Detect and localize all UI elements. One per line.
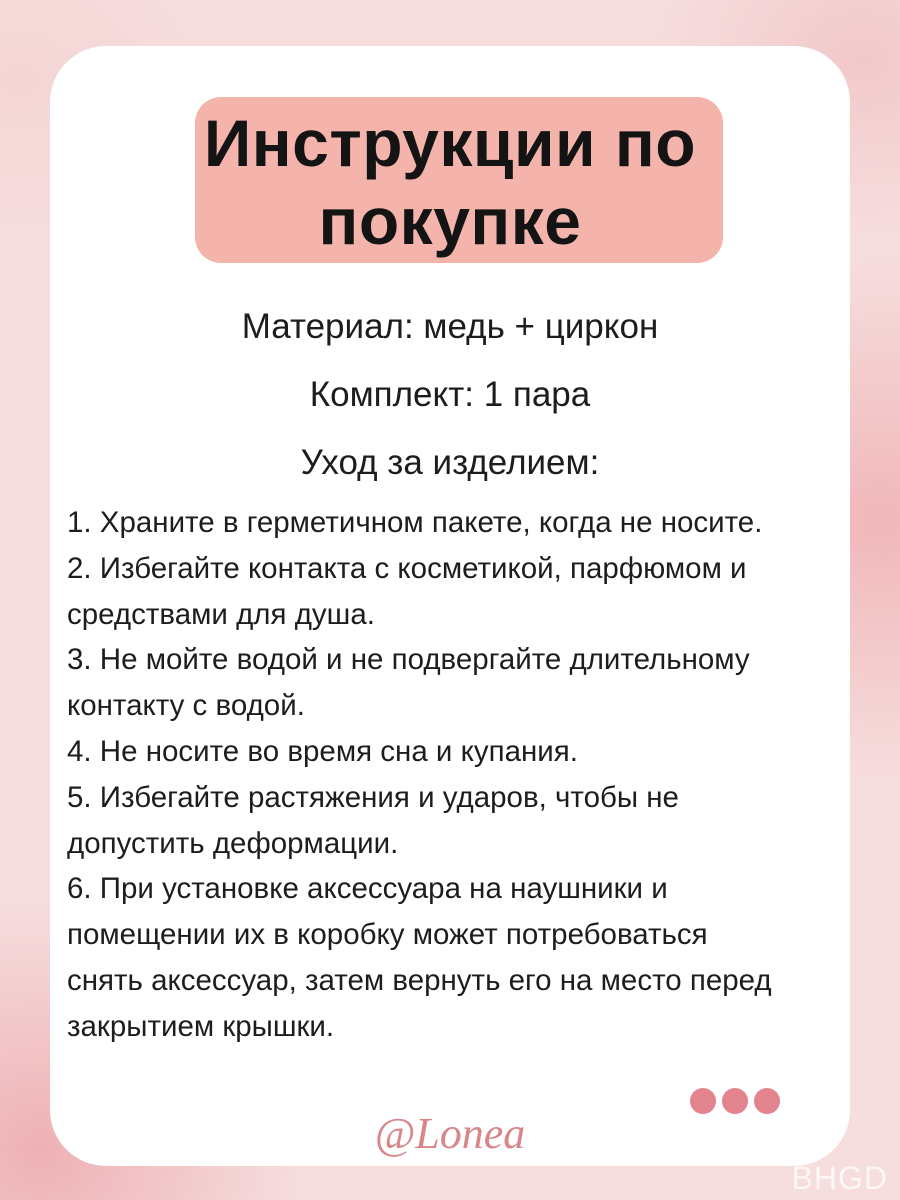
care-line: снять аксессуар, затем вернуть его на место перед [67,963,772,997]
watermark: BHGD [791,1160,888,1196]
care-line: контакту с водой. [67,689,305,723]
care-line: 3. Не мойте водой и не подвергайте длительному [67,643,750,677]
care-line: 1. Храните в герметичном пакете, когда не носите. [67,506,763,539]
title-line-1: Инструкции по [203,106,697,180]
brand-handle: @Lonea [374,1109,526,1158]
care-line: закрытием крышки. [67,1009,335,1043]
material-text: Материал: медь + циркон [241,307,659,346]
care-line: 4. Не носите во время сна и купания. [67,734,578,768]
care-line: 5. Избегайте растяжения и ударов, чтобы не [67,780,679,814]
title-line-2: покупке [318,184,582,258]
care-line: средствами для душа. [67,597,375,631]
care-line: допустить деформации. [67,826,399,860]
care-list [67,500,857,1050]
care-heading: Уход за изделием: [300,443,600,482]
care-line: 6. При установке аксессуара на наушники и [67,872,668,906]
care-line: 2. Избегайте контакта с косметикой, парфюмом и [67,551,747,585]
care-line: помещении их в коробку может потребоваться [67,918,708,952]
set-text: Комплект: 1 пара [309,375,591,414]
page-title [150,104,750,260]
